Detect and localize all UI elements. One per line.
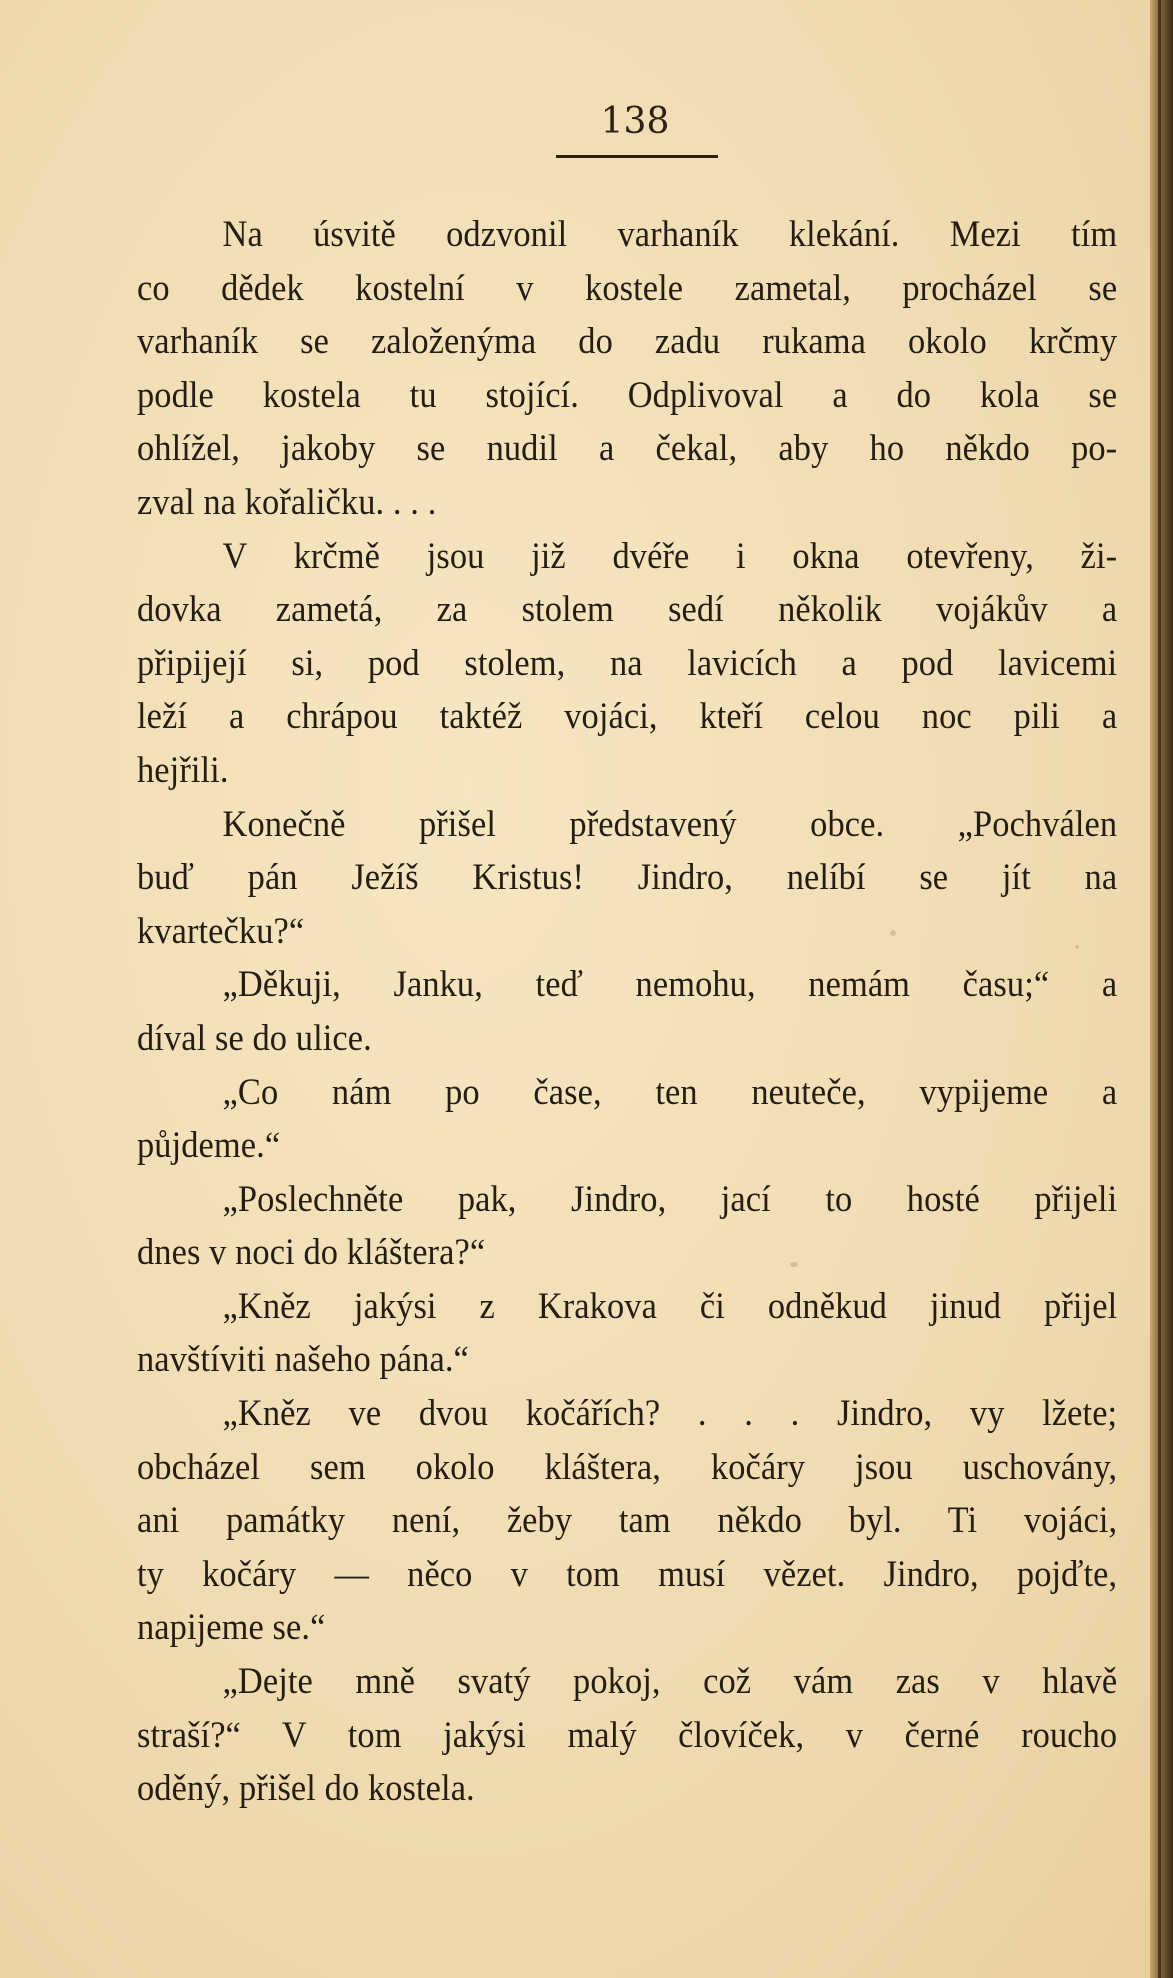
text-line: straší?“ V tom jakýsi malý človíček, v černé roucho xyxy=(137,1714,1118,1756)
text-line: oděný, přišel do kostela. xyxy=(137,1768,475,1810)
text-line: V krčmě jsou již dvéře i okna otevřeny, ži- xyxy=(222,535,1118,577)
text-line: „Kněz jakýsi z Krakova či odněkud jinud přijel xyxy=(222,1285,1118,1327)
text-line: ani památky není, žeby tam někdo byl. Ti vojáci, xyxy=(137,1500,1118,1542)
text-line: „Poslechněte pak, Jindro, jací to hosté přijeli xyxy=(222,1178,1118,1220)
text-line: zval na kořaličku. . . . xyxy=(137,481,437,523)
text-line: dnes v noci do kláštera?“ xyxy=(137,1232,486,1274)
text-line: buď pán Ježíš Kristus! Jindro, nelíbí se jít na xyxy=(137,857,1118,899)
text-line: „Dejte mně svatý pokoj, což vám zas v hlavě xyxy=(222,1661,1118,1703)
text-line: ohlížel, jakoby se nudil a čekal, aby ho někdo po- xyxy=(137,428,1118,470)
text-line: hejřili. xyxy=(137,749,229,791)
text-line: varhaník se založenýma do zadu rukama okolo krčmy xyxy=(137,321,1118,363)
text-line: „Kněz ve dvou kočářích? . . . Jindro, vy lžete; xyxy=(222,1393,1118,1435)
text-line: půjdeme.“ xyxy=(137,1125,281,1167)
body-text xyxy=(137,208,1117,1816)
text-line: připijejí si, pod stolem, na lavicích a pod lavicemi xyxy=(137,642,1118,684)
text-line: leží a chrápou taktéž vojáci, kteří celou noc pili a xyxy=(137,696,1118,738)
page-number: 138 xyxy=(600,101,670,142)
text-line: obcházel sem okolo kláštera, kočáry jsou uschovány, xyxy=(137,1446,1118,1488)
page-number-rule xyxy=(556,155,718,158)
book-spine-shadow xyxy=(1158,0,1161,1978)
book-binding-edge xyxy=(1150,0,1173,1978)
text-line: Konečně přišel představený obce. „Pochválen xyxy=(222,803,1118,845)
text-line: „Co nám po čase, ten neuteče, vypijeme a xyxy=(222,1071,1118,1113)
text-line: napijeme se.“ xyxy=(137,1607,326,1649)
text-line: „Děkuji, Janku, teď nemohu, nemám času;“ a xyxy=(222,964,1118,1006)
text-line: ty kočáry — něco v tom musí vězet. Jindro, pojďte, xyxy=(137,1553,1118,1595)
text-line: podle kostela tu stojící. Odplivoval a do kola se xyxy=(137,374,1118,416)
text-line: kvartečku?“ xyxy=(137,910,305,952)
text-line: navštíviti našeho pána.“ xyxy=(137,1339,469,1381)
text-line: Na úsvitě odzvonil varhaník klekání. Mezi tím xyxy=(222,214,1118,255)
text-line: dovka zametá, za stolem sedí několik vojákův a xyxy=(137,589,1118,631)
text-line: díval se do ulice. xyxy=(137,1017,372,1059)
text-line: co dědek kostelní v kostele zametal, procházel se xyxy=(137,267,1118,309)
